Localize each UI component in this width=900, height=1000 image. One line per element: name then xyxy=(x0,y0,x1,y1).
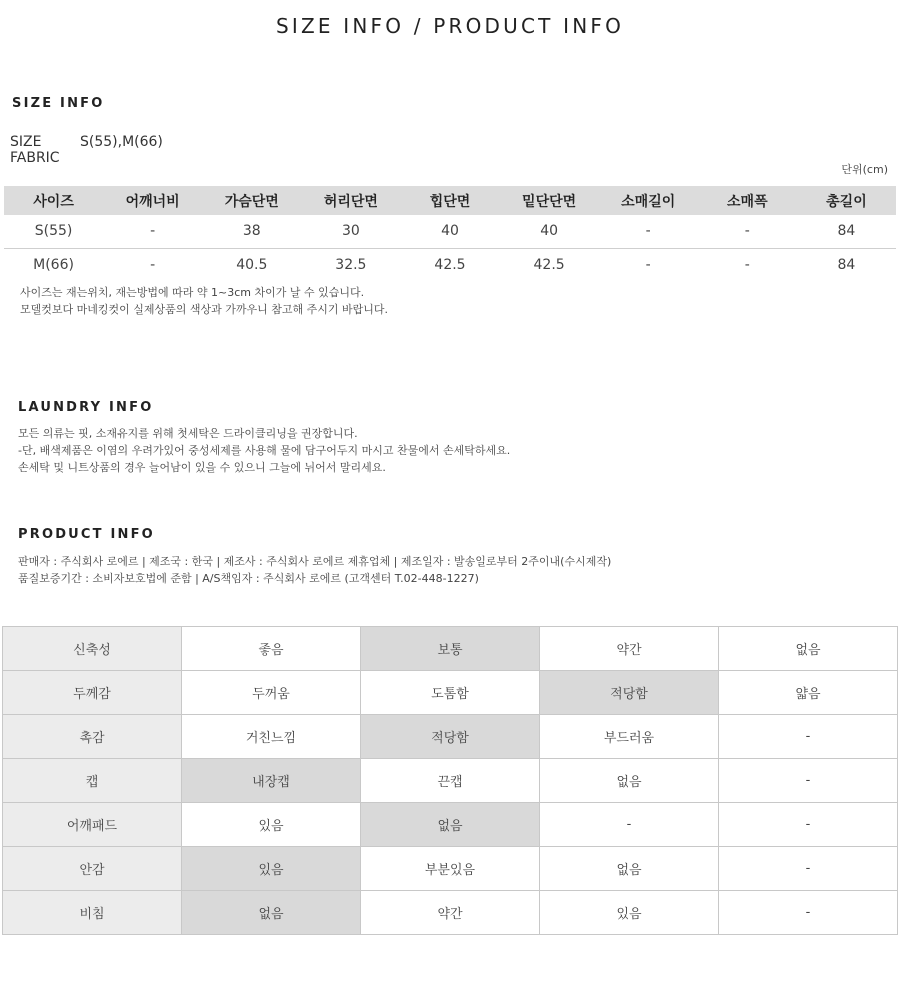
size-cell: M(66) xyxy=(33,256,74,273)
size-table-row xyxy=(4,248,896,281)
size-note: 사이즈는 재는위치, 재는방법에 따라 약 1~3cm 차이가 날 수 있습니다. xyxy=(20,286,365,299)
attribute-option: 없음 xyxy=(719,627,898,671)
attribute-label: 안감 xyxy=(3,847,182,891)
size-cell: 40.5 xyxy=(236,256,268,273)
attribute-option: 부드러움 xyxy=(540,715,719,759)
page-title: SIZE INFO / PRODUCT INFO xyxy=(275,14,625,38)
attribute-label: 신축성 xyxy=(3,627,182,671)
laundry-line: 모든 의류는 핏, 소재유지를 위해 첫세탁은 드라이클리닝을 권장합니다. xyxy=(18,427,358,440)
size-column-header: 힙단면 xyxy=(400,186,499,215)
size-cell: - xyxy=(698,215,797,248)
size-cell: 40 xyxy=(500,215,599,248)
size-info-heading: SIZE INFO xyxy=(12,96,105,111)
attribute-option: 약간 xyxy=(540,627,719,671)
attribute-option: 없음 xyxy=(540,847,719,891)
attribute-row xyxy=(3,847,898,891)
size-note: 모델컷보다 마네킹컷이 실제상품의 색상과 가까우니 참고해 주시기 바랍니다. xyxy=(20,303,389,316)
attribute-option-selected: 내장캡 xyxy=(182,759,361,803)
size-cell: 42.5 xyxy=(434,256,466,273)
size-cell: - xyxy=(103,215,202,248)
attribute-row xyxy=(3,627,898,671)
attribute-option: 부분있음 xyxy=(361,847,540,891)
size-cell: 42.5 xyxy=(533,256,565,273)
size-column-header: 밑단단면 xyxy=(500,186,599,215)
attribute-option: 도톰함 xyxy=(361,671,540,715)
attribute-row xyxy=(3,759,898,803)
attribute-option-selected: 없음 xyxy=(361,803,540,847)
attribute-option-selected: 없음 xyxy=(182,891,361,935)
attribute-option: 두꺼움 xyxy=(182,671,361,715)
attribute-option: - xyxy=(719,891,898,935)
attribute-label: 어깨패드 xyxy=(3,803,182,847)
product-line: 품질보증기간 : 소비자보호법에 준함 | A/S책임자 : 주식회사 로에르 (고객센터 T.02-448-1227) xyxy=(18,572,479,585)
attribute-option: 얇음 xyxy=(719,671,898,715)
attribute-label: 캡 xyxy=(3,759,182,803)
attribute-option: 좋음 xyxy=(182,627,361,671)
size-label: SIZE xyxy=(10,134,42,150)
laundry-info-heading: LAUNDRY INFO xyxy=(18,400,154,415)
size-value: S(55),M(66) xyxy=(80,134,163,150)
size-column-header: 가슴단면 xyxy=(202,186,301,215)
product-notes xyxy=(18,553,611,587)
attribute-option: 없음 xyxy=(540,759,719,803)
attribute-row xyxy=(3,891,898,935)
attribute-option-selected: 보통 xyxy=(361,627,540,671)
attribute-label: 비침 xyxy=(3,891,182,935)
attribute-option: 끈캡 xyxy=(361,759,540,803)
attribute-option: 거친느낌 xyxy=(182,715,361,759)
size-cell: 30 xyxy=(301,215,400,248)
attribute-option-selected: 적당함 xyxy=(361,715,540,759)
laundry-line: -단, 배색제품은 이염의 우려가있어 중성세제를 사용해 물에 담구어두지 마시고 찬물에서 손세탁하세요. xyxy=(18,444,511,457)
size-table-header xyxy=(4,186,896,215)
attribute-option: - xyxy=(719,847,898,891)
attribute-option: 약간 xyxy=(361,891,540,935)
size-table-row xyxy=(4,215,896,248)
size-column-header: 소매길이 xyxy=(599,186,698,215)
size-column-header: 소매폭 xyxy=(698,186,797,215)
size-cell: - xyxy=(645,256,651,273)
product-info-heading: PRODUCT INFO xyxy=(18,527,155,542)
attribute-label: 두께감 xyxy=(3,671,182,715)
size-cell: - xyxy=(599,215,698,248)
attribute-option-selected: 있음 xyxy=(182,847,361,891)
size-cell: 40 xyxy=(400,215,499,248)
attribute-row xyxy=(3,715,898,759)
fabric-label: FABRIC xyxy=(10,150,60,166)
attribute-label: 촉감 xyxy=(3,715,182,759)
attribute-option: 있음 xyxy=(540,891,719,935)
size-cell: - xyxy=(744,256,750,273)
attribute-grid xyxy=(2,626,898,935)
attribute-option: - xyxy=(719,759,898,803)
size-column-header: 총길이 xyxy=(797,186,896,215)
product-line: 판매자 : 주식회사 로에르 | 제조국 : 한국 | 제조사 : 주식회사 로에르 제휴업체 | 제조일자 : 발송일로부터 2주이내(수시제작) xyxy=(18,555,612,568)
size-column-header: 어깨너비 xyxy=(103,186,202,215)
attribute-option: - xyxy=(719,803,898,847)
laundry-notes xyxy=(18,425,510,476)
attribute-option-selected: 적당함 xyxy=(540,671,719,715)
laundry-line: 손세탁 및 니트상품의 경우 늘어남이 있을 수 있으니 그늘에 뉘어서 말리세요. xyxy=(18,461,386,474)
attribute-option: 있음 xyxy=(182,803,361,847)
attribute-option: - xyxy=(719,715,898,759)
attribute-row xyxy=(3,803,898,847)
size-cell: - xyxy=(150,256,156,273)
size-table xyxy=(4,186,896,281)
size-cell: S(55) xyxy=(4,215,103,248)
size-cell: 32.5 xyxy=(335,256,367,273)
size-column-header: 사이즈 xyxy=(4,186,103,215)
size-notes xyxy=(20,284,388,318)
size-cell: 38 xyxy=(202,215,301,248)
unit-label: 단위(cm) xyxy=(841,163,888,176)
attribute-option: - xyxy=(540,803,719,847)
attribute-row xyxy=(3,671,898,715)
size-column-header: 허리단면 xyxy=(301,186,400,215)
size-cell: 84 xyxy=(837,256,856,273)
size-cell: 84 xyxy=(797,215,896,248)
